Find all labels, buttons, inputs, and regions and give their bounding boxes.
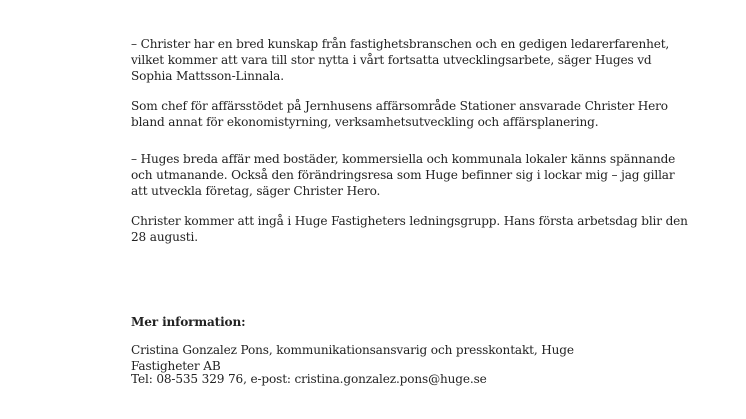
start-date-paragraph [131,213,688,245]
text-line: vilket kommer att vara till stor nytta i vårt fortsatta utvecklingsarbete, säger Huges vd [131,53,652,68]
text-line: och utmanande. Också den förändringsresa som Huge befinner sig i lockar mig – jag gillar [131,168,675,183]
quote-paragraph-hire [131,151,675,200]
text-line: Som chef för affärsstödet på Jernhusens affärsområde Stationer ansvarade Christer Hero [131,99,668,113]
contact-person: Cristina Gonzalez Pons, kommunikationsansvarig och presskontakt, Huge Fastigheter AB [131,343,574,374]
background-paragraph [131,98,668,130]
text-line: 28 augusti. [131,230,198,245]
text-line: Sophia Mattsson-Linnala. [131,69,284,84]
more-info-heading: Mer information: [131,315,246,329]
text-line: Christer kommer att ingå i Huge Fastigheters ledningsgrupp. Hans första arbetsdag blir den [131,214,688,228]
text-line: – Huges breda affär med bostäder, kommersiella och kommunala lokaler känns spännande [131,152,676,166]
text-line: bland annat för ekonomistyrning, verksamhetsutveckling och affärsplanering. [131,115,599,130]
text-line: att utveckla företag, säger Christer Hero. [131,184,381,199]
contact-phone-email: Tel: 08-535 329 76, e-post: cristina.gonzalez.pons@huge.se [131,372,487,386]
quote-paragraph-ceo [131,36,669,85]
text-line: – Christer har en bred kunskap från fastighetsbranschen och en gedigen ledarerfarenhet, [131,37,670,51]
